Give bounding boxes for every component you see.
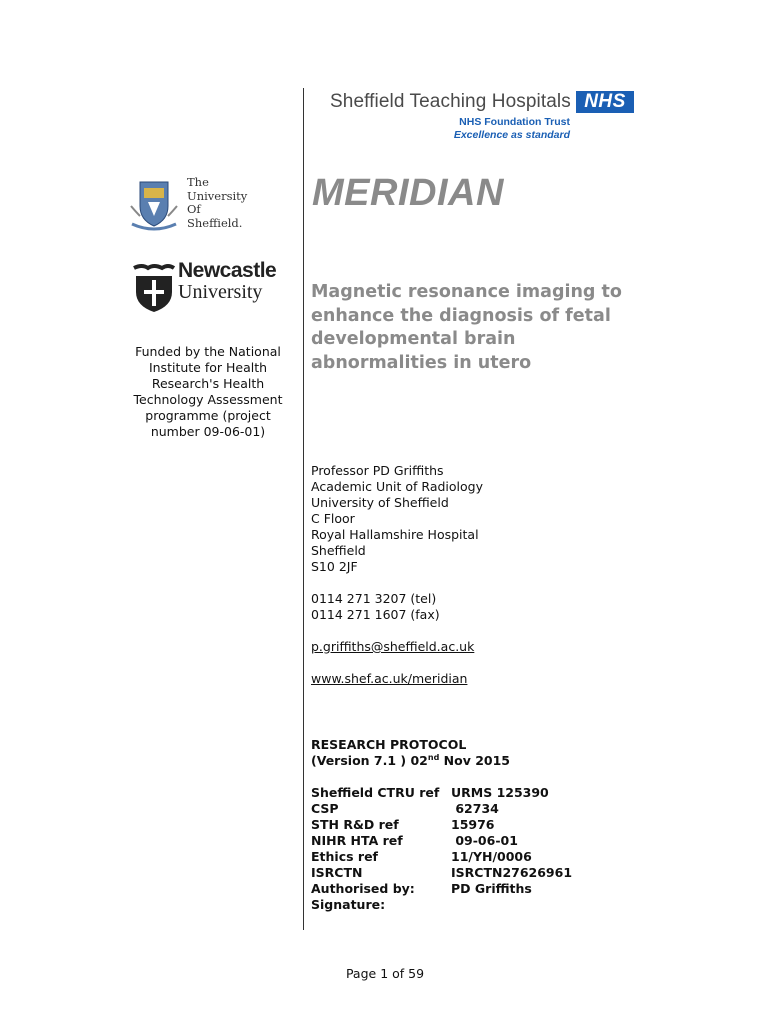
sheffield-logo-line: Of <box>187 202 201 216</box>
address-line: S10 2JF <box>311 559 358 574</box>
hospital-name: Sheffield Teaching Hospitals <box>330 91 571 112</box>
reference-row <box>311 785 572 801</box>
page-number: Page 1 of 59 <box>345 966 425 981</box>
version-prefix: (Version 7.1 ) 02 <box>311 753 428 768</box>
version-sup: nd <box>427 752 440 762</box>
reference-label: STH R&D ref <box>311 817 399 832</box>
reference-label: Authorised by: <box>311 881 415 896</box>
address-line: C Floor <box>311 511 355 526</box>
reference-label: CSP <box>311 801 339 816</box>
reference-table <box>311 785 572 913</box>
reference-label: Signature: <box>311 897 386 912</box>
document-title: MERIDIAN <box>312 172 504 214</box>
reference-value: PD Griffiths <box>451 881 532 896</box>
address-line: Sheffield <box>311 543 366 558</box>
address-line: Royal Hallamshire Hospital <box>311 527 479 542</box>
reference-value: 09-06-01 <box>451 833 518 848</box>
funding-note: Funded by the National Institute for Health Research's Health Technology Assessment programme (project number 09-06-01) <box>133 344 283 439</box>
nhs-logo: NHS <box>576 91 634 113</box>
column-divider <box>303 88 304 930</box>
reference-row <box>311 865 572 881</box>
spacer <box>311 655 483 671</box>
protocol-version <box>311 753 510 769</box>
protocol-heading: RESEARCH PROTOCOL <box>311 737 467 752</box>
reference-value: 15976 <box>451 817 495 832</box>
sheffield-logo-line: University <box>187 188 248 203</box>
reference-value: URMS 125390 <box>451 785 549 800</box>
newcastle-logo-line1: Newcastle <box>178 259 277 282</box>
contact-tel: 0114 271 3207 (tel) <box>311 591 437 606</box>
reference-row <box>311 881 572 897</box>
spacer <box>311 623 483 639</box>
reference-row <box>311 833 572 849</box>
reference-value: ISRCTN27626961 <box>451 865 573 880</box>
spacer <box>311 575 483 591</box>
contact-name: Professor PD Griffiths <box>311 463 444 478</box>
reference-value: 62734 <box>451 801 499 816</box>
version-suffix: Nov 2015 <box>439 753 510 768</box>
sheffield-logo-line: Sheffield. <box>187 215 243 230</box>
address-line: Academic Unit of Radiology <box>311 479 484 494</box>
reference-row <box>311 801 572 817</box>
trust-info <box>454 116 570 142</box>
reference-label: Sheffield CTRU ref <box>311 785 440 800</box>
document-subtitle: Magnetic resonance imaging to enhance the diagnosis of fetal developmental brain abnormalities in utero <box>311 282 622 373</box>
email-link[interactable]: p.griffiths@sheffield.ac.uk <box>311 639 475 654</box>
sheffield-logo-text <box>187 176 247 230</box>
reference-label: ISRCTN <box>311 865 363 880</box>
address-line: University of Sheffield <box>311 495 449 510</box>
reference-row <box>311 817 572 833</box>
website-link[interactable]: www.shef.ac.uk/meridian <box>311 671 468 686</box>
trust-name: NHS Foundation Trust <box>459 116 570 128</box>
reference-label: Ethics ref <box>311 849 378 864</box>
trust-tagline: Excellence as standard <box>453 129 570 141</box>
reference-row <box>311 849 572 865</box>
reference-label: NIHR HTA ref <box>311 833 403 848</box>
newcastle-logo-line2: University <box>178 281 263 303</box>
contact-block <box>311 463 483 687</box>
reference-row <box>311 897 572 913</box>
sheffield-logo-line: The <box>187 175 209 189</box>
contact-fax: 0114 271 1607 (fax) <box>311 607 440 622</box>
reference-value: 11/YH/0006 <box>451 849 532 864</box>
protocol-block <box>311 737 510 769</box>
